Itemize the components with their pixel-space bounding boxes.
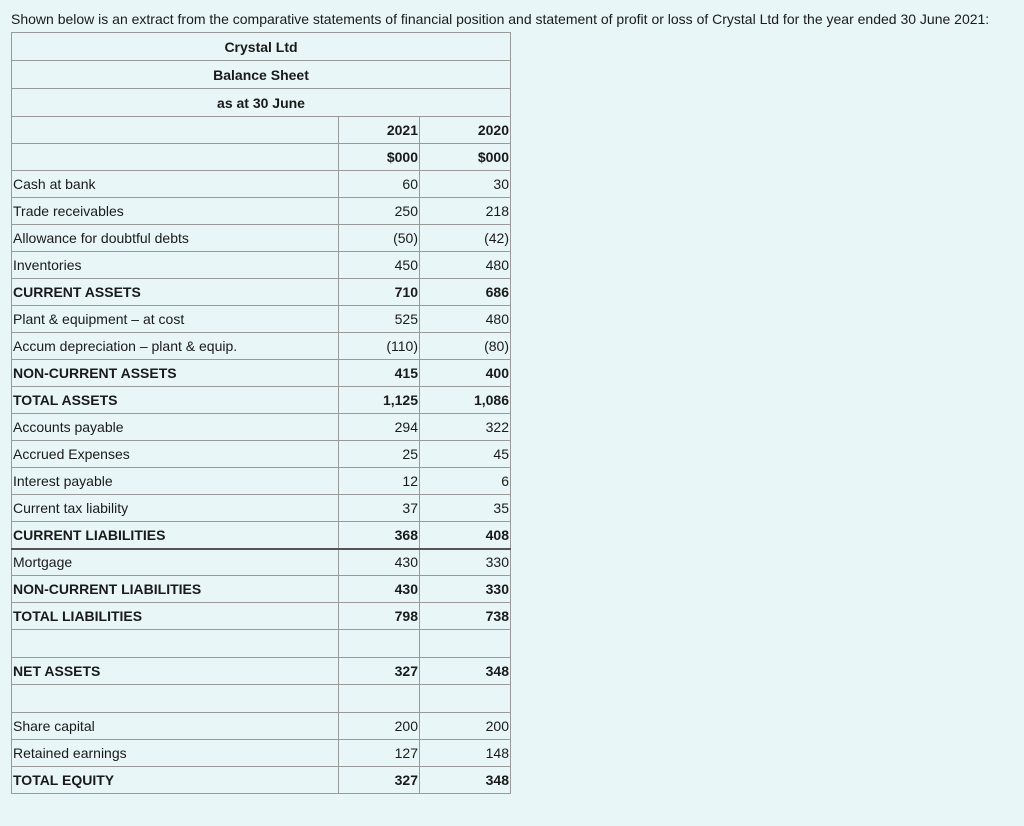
unit-blank <box>12 144 339 171</box>
row-label: Inventories <box>12 252 339 279</box>
value-2020: 6 <box>420 468 511 495</box>
value-2020: 400 <box>420 360 511 387</box>
row-label: Share capital <box>12 713 339 740</box>
intro-text: Shown below is an extract from the comparative statements of financial position and statement of profit or loss of Crystal Ltd for the year ended 30 June 2021: <box>11 11 990 27</box>
row-label: CURRENT ASSETS <box>12 279 339 306</box>
table-row <box>12 713 511 740</box>
header-blank <box>12 117 339 144</box>
value-2020: 408 <box>420 522 511 549</box>
value-2020: 322 <box>420 414 511 441</box>
value-2020: 480 <box>420 252 511 279</box>
subtotal-row <box>12 279 511 306</box>
subtotal-row <box>12 360 511 387</box>
value-2021: 294 <box>339 414 420 441</box>
value-2021: 798 <box>339 603 420 630</box>
value-2020: 330 <box>420 576 511 603</box>
row-label: Current tax liability <box>12 495 339 522</box>
table-row <box>12 333 511 360</box>
value-2020: 1,086 <box>420 387 511 414</box>
total-row <box>12 658 511 685</box>
row-label: Accum depreciation – plant & equip. <box>12 333 339 360</box>
value-2021: 1,125 <box>339 387 420 414</box>
year-2021-header: 2021 <box>339 117 420 144</box>
value-2021: 327 <box>339 658 420 685</box>
value-2020: (80) <box>420 333 511 360</box>
value-2021: 250 <box>339 198 420 225</box>
row-label: Interest payable <box>12 468 339 495</box>
table-row <box>12 414 511 441</box>
value-2021: 25 <box>339 441 420 468</box>
value-2021: 415 <box>339 360 420 387</box>
total-row <box>12 603 511 630</box>
row-label: TOTAL ASSETS <box>12 387 339 414</box>
value-2021: (50) <box>339 225 420 252</box>
value-2021: 327 <box>339 767 420 794</box>
year-2020-header: 2020 <box>420 117 511 144</box>
subtotal-row <box>12 522 511 549</box>
balance-sheet-table <box>11 32 511 794</box>
value-2020: 30 <box>420 171 511 198</box>
row-label: TOTAL EQUITY <box>12 767 339 794</box>
statement-title: Balance Sheet <box>12 61 511 89</box>
row-label: Mortgage <box>12 549 339 576</box>
table-row <box>12 468 511 495</box>
row-label: TOTAL LIABILITIES <box>12 603 339 630</box>
table-row <box>12 171 511 198</box>
row-label: NON-CURRENT ASSETS <box>12 360 339 387</box>
value-2021: 430 <box>339 549 420 576</box>
value-2021: 710 <box>339 279 420 306</box>
statement-date: as at 30 June <box>12 89 511 117</box>
value-2020: 200 <box>420 713 511 740</box>
value-2021: 12 <box>339 468 420 495</box>
row-label: Accrued Expenses <box>12 441 339 468</box>
value-2020: 218 <box>420 198 511 225</box>
value-2021: 37 <box>339 495 420 522</box>
table-row <box>12 495 511 522</box>
value-2021: 368 <box>339 522 420 549</box>
value-2021: 450 <box>339 252 420 279</box>
value-2021: 430 <box>339 576 420 603</box>
value-2021: 200 <box>339 713 420 740</box>
unit-2020-header: $000 <box>420 144 511 171</box>
value-2020: 480 <box>420 306 511 333</box>
value-2020: 738 <box>420 603 511 630</box>
row-label: Plant & equipment – at cost <box>12 306 339 333</box>
value-2020: 148 <box>420 740 511 767</box>
spacer-row <box>12 685 511 713</box>
value-2021: 525 <box>339 306 420 333</box>
unit-2021-header: $000 <box>339 144 420 171</box>
table-row <box>12 252 511 279</box>
row-label: Accounts payable <box>12 414 339 441</box>
total-row <box>12 767 511 794</box>
row-label: NON-CURRENT LIABILITIES <box>12 576 339 603</box>
value-2020: 35 <box>420 495 511 522</box>
value-2021: 60 <box>339 171 420 198</box>
row-label: Allowance for doubtful debts <box>12 225 339 252</box>
value-2021: 127 <box>339 740 420 767</box>
total-row <box>12 387 511 414</box>
company-name: Crystal Ltd <box>12 33 511 61</box>
table-row <box>12 740 511 767</box>
row-label: Cash at bank <box>12 171 339 198</box>
value-2021: (110) <box>339 333 420 360</box>
value-2020: (42) <box>420 225 511 252</box>
table-row <box>12 441 511 468</box>
table-row <box>12 198 511 225</box>
value-2020: 330 <box>420 549 511 576</box>
value-2020: 348 <box>420 767 511 794</box>
subtotal-row <box>12 576 511 603</box>
table-row <box>12 225 511 252</box>
value-2020: 348 <box>420 658 511 685</box>
table-row <box>12 306 511 333</box>
spacer-row <box>12 630 511 658</box>
value-2020: 45 <box>420 441 511 468</box>
row-label: Trade receivables <box>12 198 339 225</box>
table-row <box>12 549 511 576</box>
row-label: NET ASSETS <box>12 658 339 685</box>
value-2020: 686 <box>420 279 511 306</box>
row-label: Retained earnings <box>12 740 339 767</box>
row-label: CURRENT LIABILITIES <box>12 522 339 549</box>
